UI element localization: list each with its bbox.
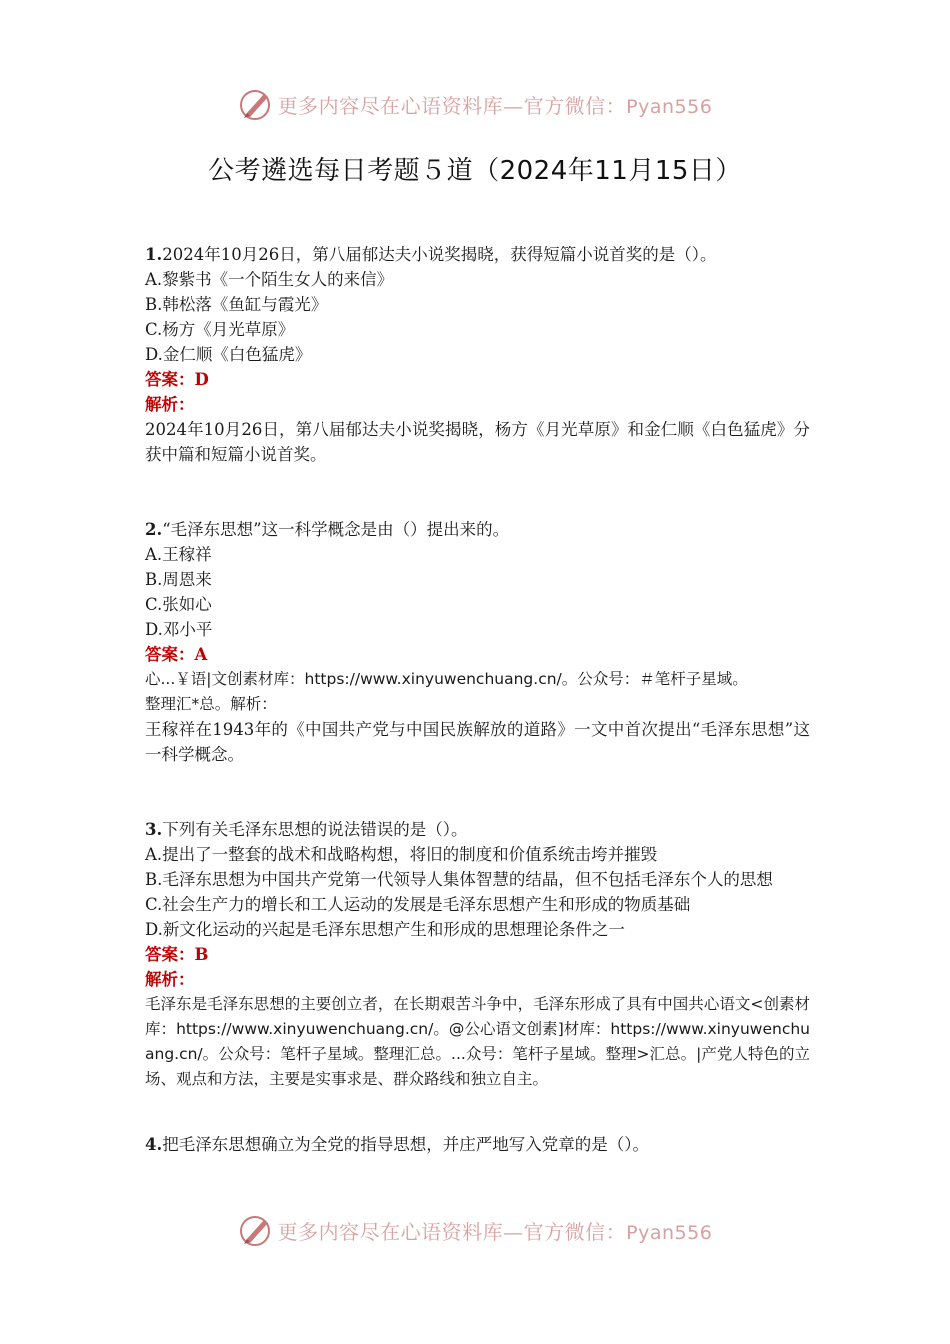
question-stem: 4.把毛泽东思想确立为全党的指导思想，并庄严地写入党章的是（）。 [145, 1135, 649, 1154]
watermark-header [0, 84, 950, 124]
option-a: A.提出了一整套的战术和战略构想，将旧的制度和价值系统击垮并摧毁 [145, 845, 658, 864]
option-d: D.邓小平 [145, 620, 213, 639]
analysis-label: 解析： [145, 970, 195, 989]
pen-logo-icon [238, 1212, 274, 1248]
analysis-text: 2024年10月26日，第八届郁达夫小说奖揭晓，杨方《月光草原》和金仁顺《白色猛虎》分获中篇和短篇小说首奖。 [145, 420, 810, 464]
analysis-label: 解析： [145, 395, 195, 414]
question-stem: 2.“毛泽东思想”这一科学概念是由（）提出来的。 [145, 520, 510, 539]
watermark-footer [0, 1210, 950, 1250]
question-4 [145, 1132, 810, 1157]
option-c: C.社会生产力的增长和工人运动的发展是毛泽东思想产生和形成的物质基础 [145, 895, 691, 914]
answer-label: 答案：A [145, 645, 208, 664]
option-b: B.韩松落《鱼缸与霞光》 [145, 295, 328, 314]
option-a: A.王稼祥 [145, 545, 212, 564]
option-b: B.周恩来 [145, 570, 212, 589]
question-list [145, 242, 810, 1207]
question-3 [145, 817, 810, 1092]
option-c: C.杨方《月光草原》 [145, 320, 295, 339]
question-1 [145, 242, 810, 467]
option-d: D.新文化运动的兴起是毛泽东思想产生和形成的思想理论条件之一 [145, 920, 625, 939]
watermark-id: Pyan556 [626, 95, 713, 118]
page-title: 公考遴选每日考题５道（2024年11月15日） [208, 156, 742, 186]
question-stem: 1.2024年10月26日，第八届郁达夫小说奖揭晓，获得短篇小说首奖的是（）。 [145, 245, 717, 264]
promo-line-analysis: 整理汇*总。解析： [145, 695, 277, 713]
answer-label: 答案：D [145, 370, 209, 389]
analysis-text: 毛泽东是毛泽东思想的主要创立者，在长期艰苦斗争中，毛泽东形成了具有中国共心语文<创素材库：https://www.xinyuwenchuang.cn/。@公心语文创素]材库：https://www.xinyuwenchuang.cn/。公众号：笔杆子星域。整理汇总。...众号：笔杆子星域。整理>汇总。|产党人特色的立场、观点和方法，主要是实事求是、群众路线和独立自主。 [145, 995, 810, 1088]
option-c: C.张如心 [145, 595, 212, 614]
option-a: A.黎紫书《一个陌生女人的来信》 [145, 270, 394, 289]
watermark-text: 更多内容尽在心语资料库—官方微信：Pyan556 [277, 1219, 713, 1244]
pen-logo-icon [238, 86, 274, 122]
watermark-text: 更多内容尽在心语资料库—官方微信：Pyan556 [277, 93, 713, 118]
option-b: B.毛泽东思想为中国共产党第一代领导人集体智慧的结晶，但不包括毛泽东个人的思想 [145, 870, 773, 889]
option-d: D.金仁顺《白色猛虎》 [145, 345, 312, 364]
question-stem: 3.下列有关毛泽东思想的说法错误的是（）。 [145, 820, 468, 839]
analysis-text: 王稼祥在1943年的《中国共产党与中国民族解放的道路》一文中首次提出“毛泽东思想”这一科学概念。 [145, 720, 810, 764]
watermark-id: Pyan556 [626, 1221, 713, 1244]
promo-line: 心...￥语|文创素材库：https://www.xinyuwenchuang.cn/。公众号：＃笔杆子星域。 [145, 670, 748, 688]
answer-label: 答案：B [145, 945, 209, 964]
question-2 [145, 517, 810, 767]
